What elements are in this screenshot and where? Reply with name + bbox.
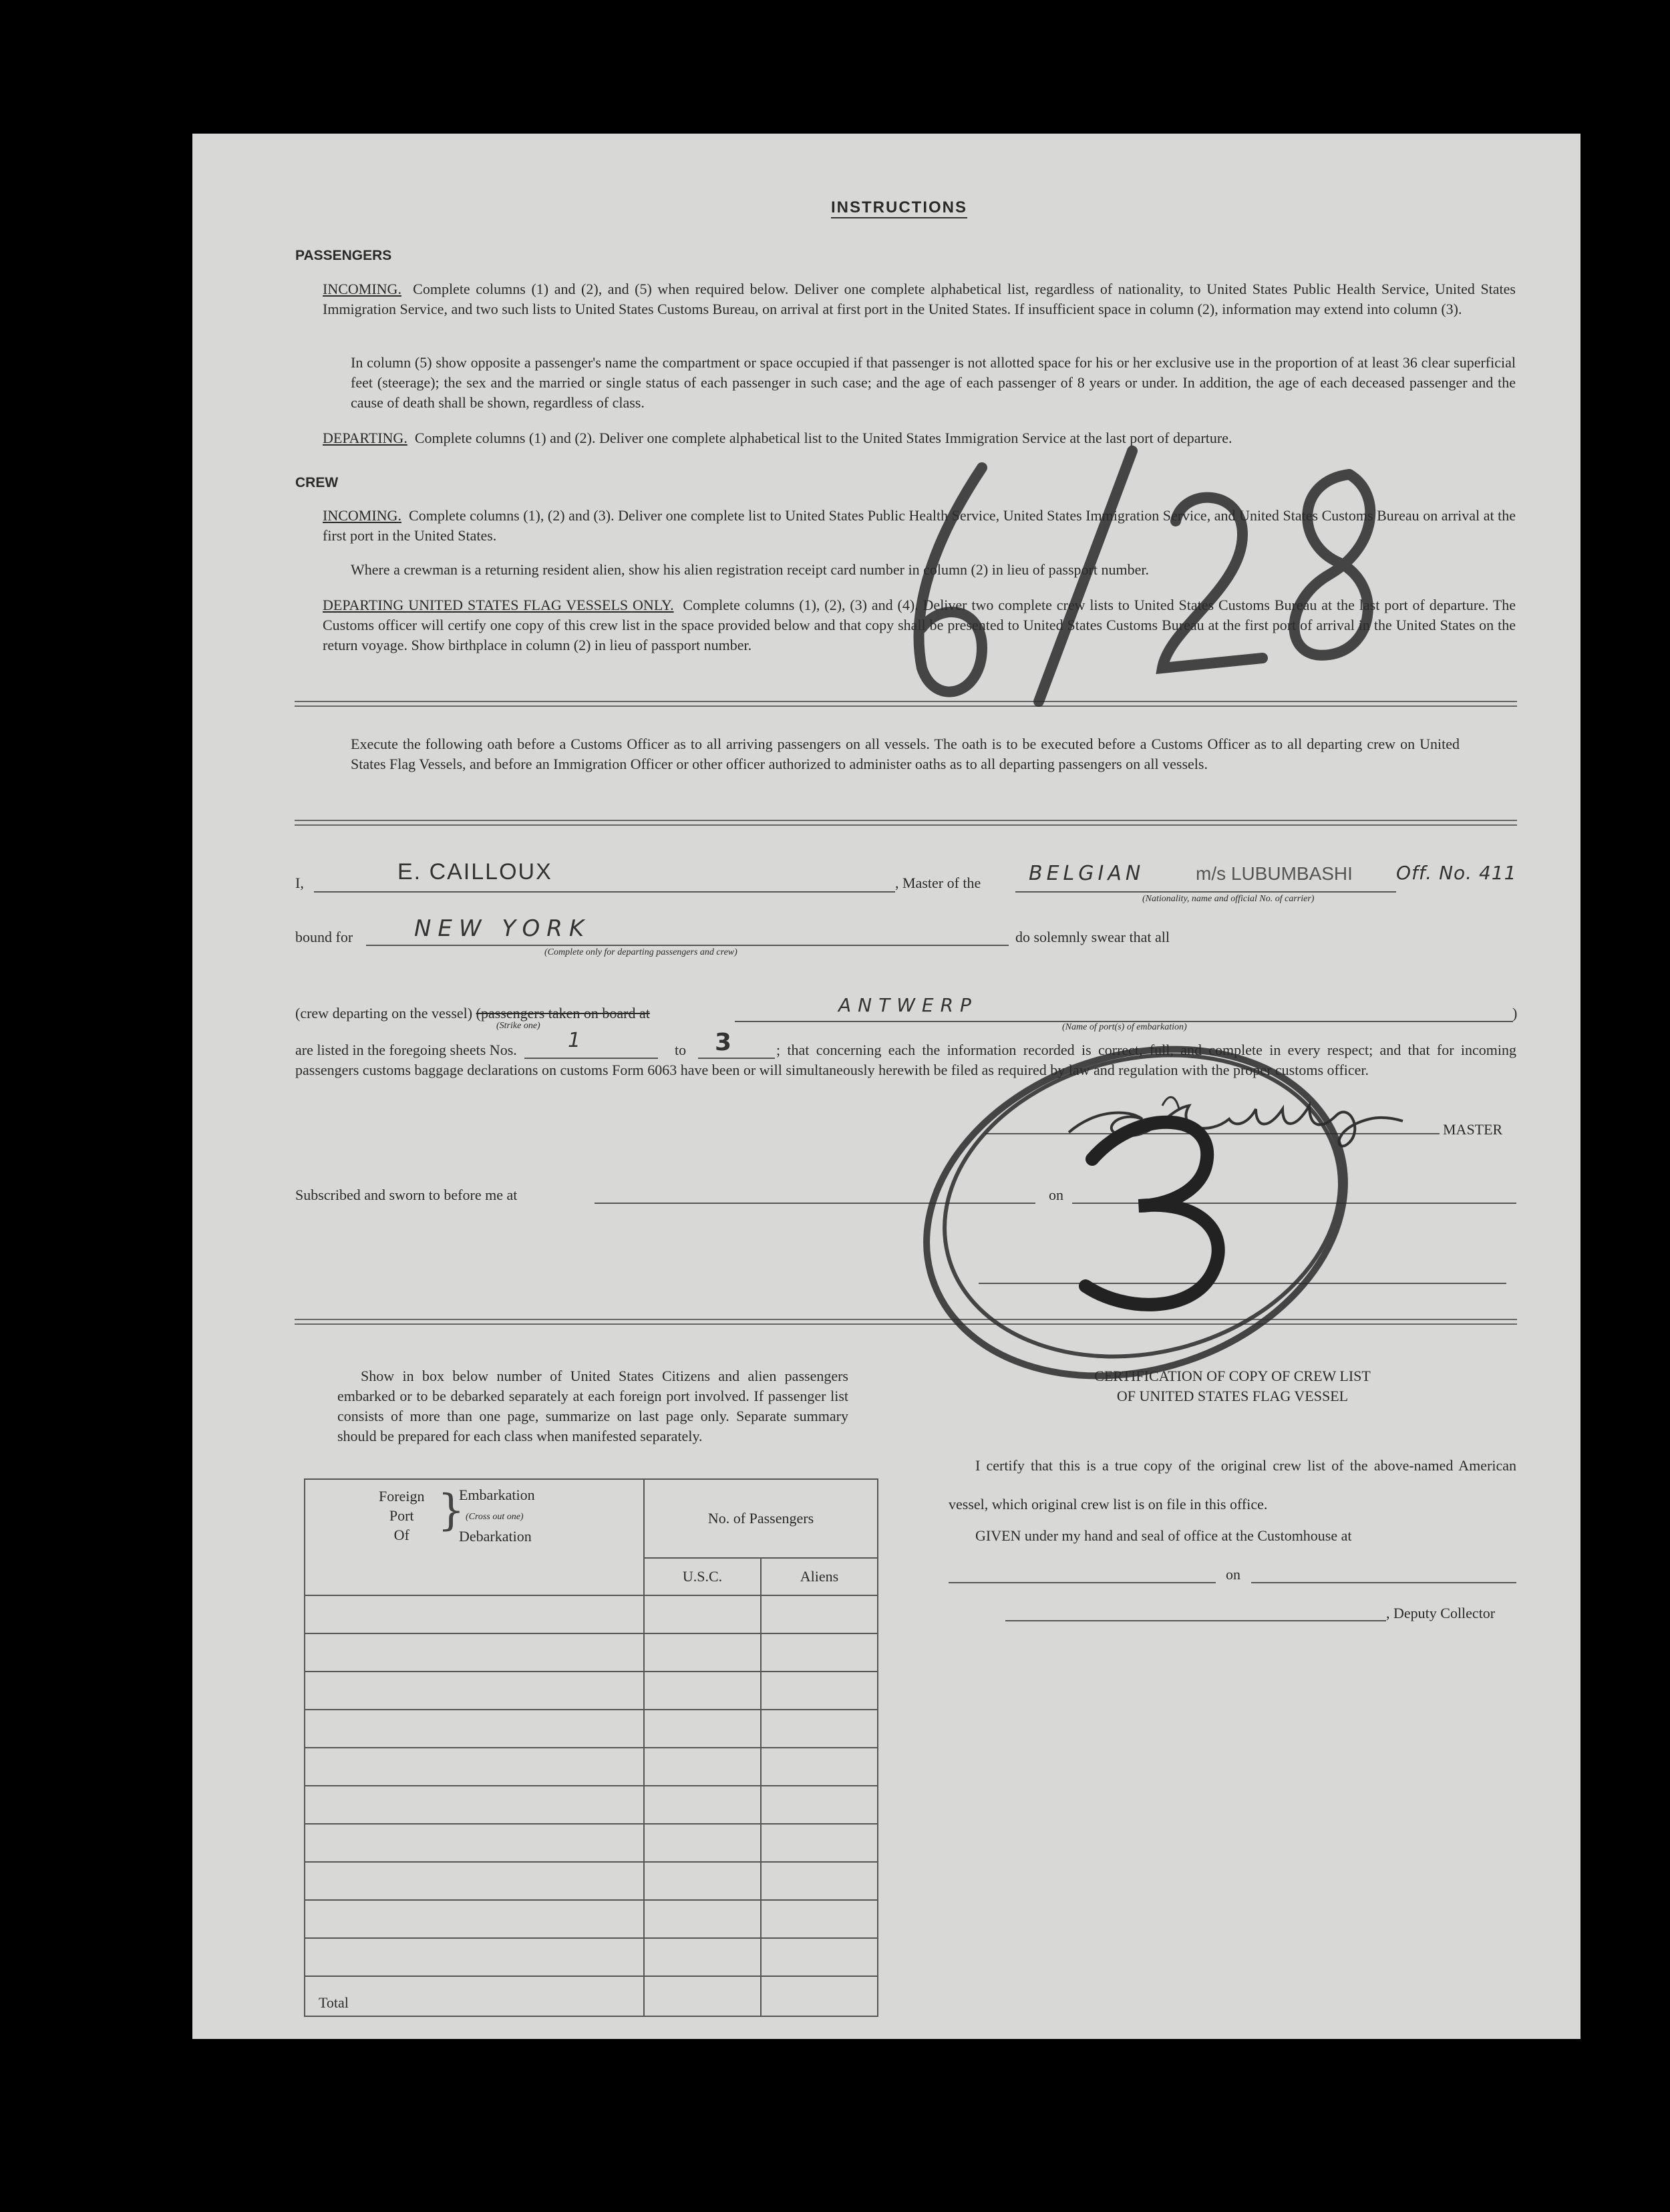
subscribed-label: Subscribed and sworn to before me at (295, 1187, 518, 1203)
bound-caption: (Complete only for departing passengers and crew) (544, 947, 737, 957)
brace-left: } (438, 1486, 465, 1535)
port-caption: (Name of port(s) of embarkation) (1062, 1022, 1187, 1032)
usc-cell[interactable] (644, 1786, 761, 1824)
divider (295, 820, 1517, 826)
port-field[interactable]: ANTWERP (838, 994, 978, 1016)
port-cell[interactable] (305, 1824, 644, 1862)
carrier-caption: (Nationality, name and official No. of carrier) (1142, 894, 1315, 904)
aliens-header: Aliens (761, 1558, 878, 1595)
crew-incoming-label: INCOMING. (323, 507, 401, 524)
master-name-field[interactable]: E. CAILLOUX (397, 859, 552, 885)
table-row (305, 1748, 878, 1786)
bound-for-field[interactable]: NEW YORK (414, 915, 591, 942)
usc-cell[interactable] (644, 1633, 761, 1672)
swear-text: do solemnly swear that all (1015, 929, 1170, 945)
table-row (305, 1786, 878, 1824)
bound-for-label: bound for (295, 929, 353, 945)
subscribed-on-label: on (1049, 1187, 1063, 1203)
aliens-cell[interactable] (761, 1786, 878, 1824)
listed-rest-text: ; that concerning each the information recorded is correct, full, and complete in every respect; and that for incoming passengers customs baggage declarations on customs Form 6063 have been or will simultaneously herewith be filed as required by law and regulation with the proper customs officer. (295, 1042, 1516, 1078)
aliens-cell[interactable] (761, 1938, 878, 1976)
i-label: I, (295, 875, 304, 891)
deputy-line (1005, 1620, 1386, 1621)
master-of-label: , Master of the (895, 875, 981, 891)
usc-cell[interactable] (644, 1595, 761, 1633)
master-name-line (314, 891, 895, 893)
to-label: to (675, 1042, 687, 1058)
passengers-departing-label: DEPARTING. (323, 430, 407, 446)
master-label: MASTER (1443, 1121, 1503, 1138)
port-cell[interactable] (305, 1710, 644, 1748)
crew-departing-option (295, 1003, 650, 1023)
sheet-from-field[interactable]: 1 (568, 1029, 588, 1052)
table-row (305, 1595, 878, 1633)
usc-cell[interactable] (644, 1672, 761, 1710)
aliens-cell[interactable] (761, 1672, 878, 1710)
passengers-departing-text: Complete columns (1) and (2). Deliver one complete alphabetical list to the United States Immigration Service at the last port of departure. (414, 430, 1232, 446)
deputy-collector-label: , Deputy Collector (1386, 1605, 1496, 1621)
of-label: Of (393, 1527, 409, 1543)
usc-header: U.S.C. (644, 1558, 761, 1595)
table-row (305, 1824, 878, 1862)
passengers-incoming-label: INCOMING. (323, 281, 401, 297)
no-passengers-header: No. of Passengers (644, 1479, 878, 1558)
usc-cell[interactable] (644, 1862, 761, 1900)
certification-on-label: on (1226, 1566, 1240, 1583)
port-cell[interactable] (305, 1748, 644, 1786)
aliens-cell[interactable] (761, 1710, 878, 1748)
official-number-field[interactable]: Off. No. 411 (1396, 862, 1517, 884)
port-cell[interactable] (305, 1938, 644, 1976)
crew-incoming-text: Complete columns (1), (2) and (3). Deliver one complete list to United States Public Health Service, United States Immigration Service, and United States Customs Bureau on arrival at the first port in the United States. (323, 507, 1516, 544)
listed-label: are listed in the foregoing sheets Nos. (295, 1042, 517, 1058)
aliens-cell[interactable] (761, 1633, 878, 1672)
nationality-field[interactable]: BELGIAN (1029, 862, 1145, 885)
table-row (305, 1862, 878, 1900)
crew-departing-label: DEPARTING UNITED STATES FLAG VESSELS ONLY. (323, 597, 674, 613)
usc-cell[interactable] (644, 1748, 761, 1786)
table-row (305, 1900, 878, 1938)
certification-date-line (1251, 1582, 1516, 1583)
customhouse-line (949, 1582, 1216, 1583)
passenger-summary-table (304, 1478, 878, 2017)
port-cell[interactable] (305, 1672, 644, 1710)
vessel-name-field[interactable]: m/s LUBUMBASHI (1196, 863, 1353, 884)
certify-text: I certify that this is a true copy of the original crew list of the above-named American vessel, which original crew list is on file in this office. (949, 1457, 1516, 1513)
summary-instructions: Show in box below number of United States Citizens and alien passengers embarked or to be debarked separately at each foreign port involved. If passenger list consists of more than one page, summarize on last page only. Separate summary should be prepared for each class when manifested separately. (337, 1368, 848, 1444)
sheet-to-field[interactable]: 3 (715, 1029, 732, 1056)
port-label: Port (389, 1507, 414, 1524)
total-label: Total (305, 1976, 644, 2016)
embarkation-label: Embarkation (459, 1486, 535, 1503)
passengers-heading: PASSENGERS (295, 248, 392, 263)
usc-cell[interactable] (644, 1900, 761, 1938)
aliens-cell[interactable] (761, 1595, 878, 1633)
bound-for-line (366, 945, 1009, 946)
table-row (305, 1710, 878, 1748)
passengers-incoming-paragraph (323, 279, 1516, 319)
usc-cell[interactable] (644, 1824, 761, 1862)
page-title: INSTRUCTIONS (831, 198, 967, 218)
certification-title-line2: OF UNITED STATES FLAG VESSEL (1116, 1388, 1349, 1404)
table-row (305, 1672, 878, 1710)
passengers-column5-paragraph: In column (5) show opposite a passenger's name the compartment or space occupied if that passenger is not allotted space for his or her exclusive use in the proportion of at least 36 clear superficial feet (steerage); the sex and the married or single status of each passenger in such case; and the age of each passenger of 8 years or under. In addition, the age of each deceased passenger and the cause of death shall be shown, regardless of class. (351, 354, 1516, 411)
debarkation-label: Debarkation (459, 1528, 532, 1545)
handwritten-6-28-annotation (868, 428, 1416, 722)
port-cell[interactable] (305, 1633, 644, 1672)
foreign-port-of (379, 1486, 424, 1545)
table-row (305, 1938, 878, 1976)
given-text: GIVEN under my hand and seal of office at the Customhouse at (975, 1527, 1352, 1544)
strike-caption: (Strike one) (496, 1021, 540, 1031)
port-cell[interactable] (305, 1595, 644, 1633)
port-cell[interactable] (305, 1900, 644, 1938)
close-paren: ) (1512, 1005, 1518, 1021)
cross-out-label: (Cross out one) (466, 1512, 524, 1522)
usc-cell[interactable] (644, 1710, 761, 1748)
table-row (305, 1633, 878, 1672)
passengers-struck-text: (passengers taken on board at (476, 1005, 650, 1021)
aliens-cell[interactable] (761, 1824, 878, 1862)
circled-3-annotation (912, 1005, 1393, 1380)
port-header-cell (305, 1479, 644, 1595)
certification-title-line1: CERTIFICATION OF COPY OF CREW LIST (1094, 1368, 1371, 1384)
aliens-cell[interactable] (761, 1862, 878, 1900)
usc-total-cell[interactable] (644, 1976, 761, 2016)
crew-departing-text: (crew departing on the vessel) (295, 1005, 473, 1021)
embark-debark (459, 1485, 535, 1546)
port-cell[interactable] (305, 1786, 644, 1824)
foreign-label: Foreign (379, 1488, 425, 1505)
passengers-incoming-text: Complete columns (1) and (2), and (5) when required below. Deliver one complete alphabetical list, regardless of nationality, to United States Public Health Service, United States Immigration Service, and two such lists to United States Customs Bureau, on arrival at first port in the United States. If insufficient space in column (2), information may extend into column (3). (323, 281, 1516, 317)
aliens-total-cell[interactable] (761, 1976, 878, 2016)
aliens-cell[interactable] (761, 1748, 878, 1786)
crew-resident-paragraph: Where a crewman is a returning resident alien, show his alien registration receipt card number in column (2) in lieu of passport number. (351, 561, 1149, 578)
crew-departing-text: Complete columns (1), (2), (3) and (4). Deliver two complete crew lists to United States Customs Bureau at the last port of departure. The Customs officer will certify one copy of this crew list in the space provided below and that copy shall be presented to United States Customs Bureau at the first port of arrival in the United States on the return voyage. Show birthplace in column (2) in lieu of passport number. (323, 597, 1516, 653)
carrier-line (1015, 891, 1396, 893)
usc-cell[interactable] (644, 1938, 761, 1976)
port-cell[interactable] (305, 1862, 644, 1900)
aliens-cell[interactable] (761, 1900, 878, 1938)
total-row (305, 1976, 878, 2016)
oath-intro: Execute the following oath before a Customs Officer as to all arriving passengers on all vessels. The oath is to be executed before a Customs Officer as to all departing crew on United States Flag Vessels, and before an Immigration Officer or other officer authorized to administer oaths as to all departing passengers on all vessels. (351, 736, 1460, 772)
crew-heading: CREW (295, 475, 339, 490)
